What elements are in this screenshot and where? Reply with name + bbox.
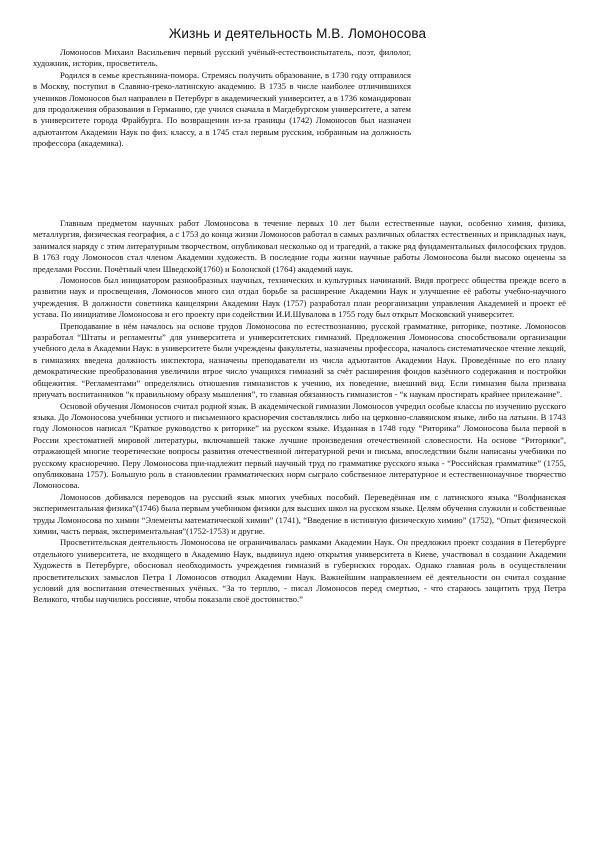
body-text — [33, 218, 566, 606]
page-title: Жизнь и деятельность М.В. Ломоносова — [168, 26, 427, 41]
paragraph: Родился в семье крестьянина-помора. Стремясь получить образование, в 1730 году отправился в Москву, поступил в Славяно-греко-латинскую академию. В 1735 в числе наиболее отличившихся учеников Ломоносов был направлен в Петербург в академический университет, а в 1736 командирован для продолжения образования в Германию, где учился сначала в Магдебургском университете, а затем в университете города Фрайбурга. По возвращении из-за границы (1742) Ломоносов был назначен адъютантом Академии Наук по физ. классу, а в 1745 стал первым русским, избранным на должность профессора (академика). — [33, 69, 411, 149]
paragraph: Ломоносов был инициатором разнообразных научных, технических и культурных начинаний. Видя прогресс общества прежде всего в развитии наук и просвещения, Ломоносов много сил отдал борьбе за расширение Академии Наук и улучшение её работы учебно-научного учреждения. В должности советника канцелярии Академии Наук (1757) разработал план реорганизации управления Академией и проект её устава. По инициативе Ломоносова и его проекту при содействии И.И.Шувалова в 1755 году был открыт Московский университет. — [33, 275, 566, 320]
paragraph: Основой обучения Ломоносов считал родной язык. В академической гимназии Ломоносов учредил особые классы по изучению русского языка. До Ломоносова учебники устного и письменного красноречия составлялись либо на церковно-славянском языке, либо на латыни. В 1743 году Ломоносов написал “Краткое руководство к риторике” на русском языке. Изданная в 1748 году “Риторика” Ломоносова была первой в России хрестоматией мировой литературы, включавшей также лучшие произведения отечественной словесности. На основе “Риторики”, отражающей многие теоретические вопросы развития отечественной литературной речи и письма, впоследствии были написаны учебники по русскому красноречию. Перу Ломоносова при-надлежит первый научный труд по грамматике русского языка - “Российская грамматике” (1755, опубликована 1757). Большую роль в становлении грамматических норм сыграло собственное литературное и естественнонаучное творчество Ломоносова. — [33, 400, 566, 491]
paragraph: Ломоносов Михаил Васильевич первый русский учёный-естествоиспытатель, поэт, филолог, художник, историк, просветитель. — [33, 47, 411, 69]
paragraph: Ломоносов добивался переводов на русский язык многих учебных пособий. Переведённая им с латинского языка “Волфианская экспериментальная физика”(1746) была первым учебником физики для высших школ на русском языке. Целям обучения служили и собственные труды Ломоносова по химии “Элементы математической химии” (1741), “Введение в истинную физическую химию” (1752), “Опыт физической химии, часть первая, экспериментальная”(1752-1753) и другие. — [33, 491, 566, 536]
intro-column — [33, 47, 411, 150]
paragraph: Просветительская деятельность Ломоносова не ограничивалась рамками Академии Наук. Он предложил проект создания в Петербурге отдельного университета, не входящего в Академию Наук, выдвинул идею открытия университета в Киеве, участвовал в создании Академии Художеств в Петербурге, обосновал необходимость учреждения гимназий в губернских городах. Однако главная роль в осуществлении просветительских замыслов Петра I Ломоносов отводил Академии Наук. Важнейшим направлением её деятельности он считал создание условий для воспитания отечественных учёных. “За то терплю, - писал Ломоносов перед смертью, - что стараюсь защитить труд Петра Великого, чтобы научились россияне, чтобы показали своё достоинство.” — [33, 537, 566, 605]
paragraph: Главным предметом научных работ Ломоносова в течение первых 10 лет были естественные науки, особенно химия, физика, металлургия, физическая география, а с 1753 до конца жизни Ломоносов работал в самых различных областях естественных и прикладных наук, занимался наряду с этим литературным творчеством, опубликовал несколько од и трагедий, а также ряд фундаментальных философских трудов. В 1763 году Ломоносов стал членом Академии художеств. В последние годы жизни научные работы Ломоносова были высоко оценены за пределами России. Почётный член Шведской(1760) и Болонской (1764) академий наук. — [33, 218, 567, 274]
paragraph: Преподавание в нём началось на основе трудов Ломоносова по естествознанию, русской грамматике, риторике, поэтике. Ломоносов разработал “Штаты и регламенты” для университета и университетских гимназий. Предложения Ломоносова способствовали организации учебного дела в Академии Наук: в университете были учреждены факультеты, назначены профессора, началось систематическое чтение лекций, в гимназиях введена должность инспектора, назначены преподаватели из числа адъютантов Академии Наук. Проведённые по его плану демократические преобразования увеличили втрое число учащихся гимназий за счёт расширения фондов казённого содержания и постройки общежития. “Регламентами” определялись отношения гимназистов к учению, их поведение, внешний вид. Если гимназия была призвана приучать воспитанников “к правильному образу мышления”, то главная обязанность гимназистов - “к наукам простирать крайнее прилежание”. — [33, 320, 566, 400]
